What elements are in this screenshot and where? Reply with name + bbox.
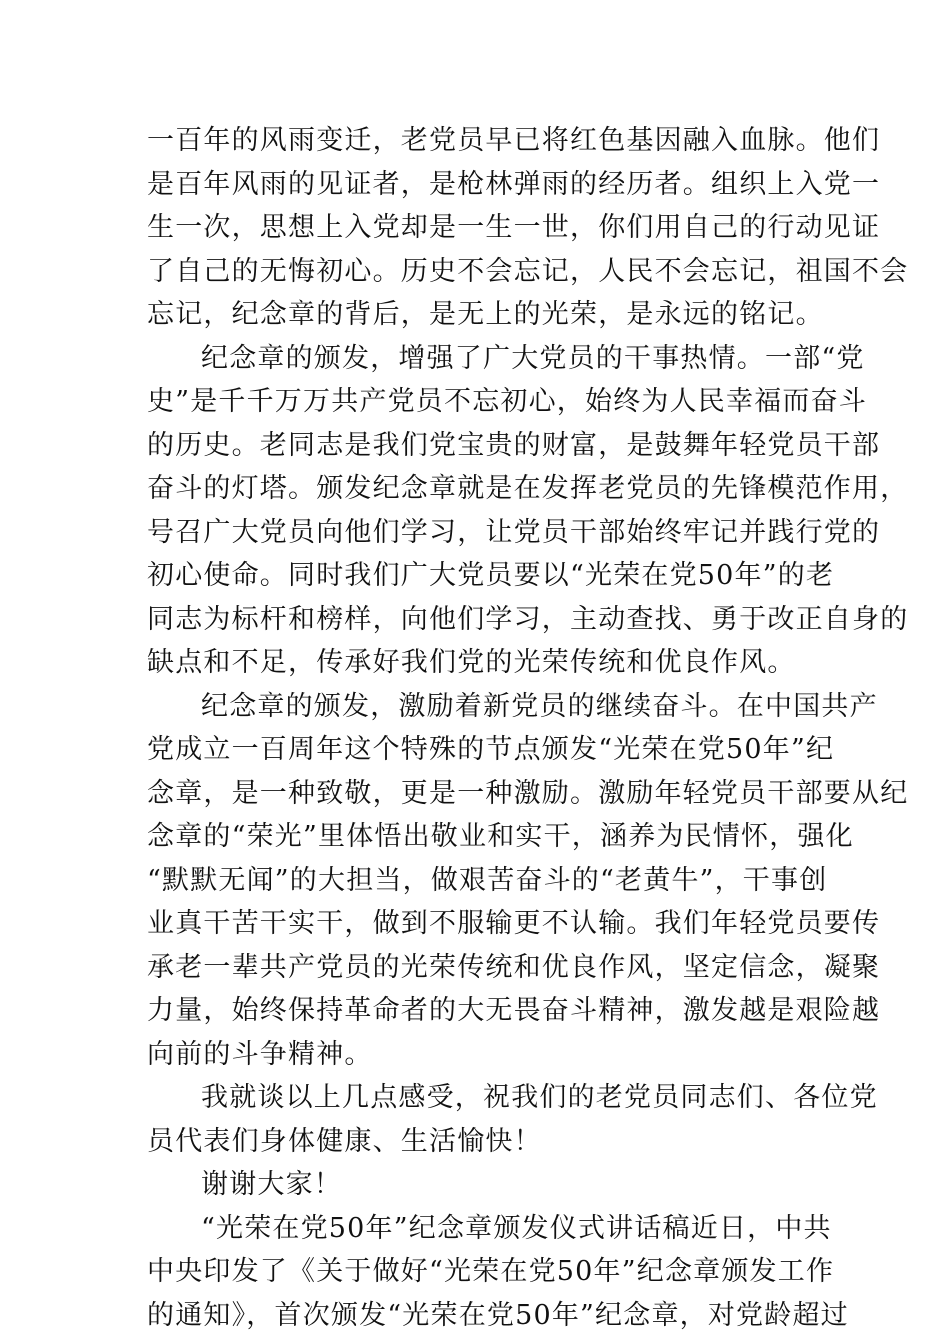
text-line: 我就谈以上几点感受，祝我们的老党员同志们、各位党 <box>201 1082 878 1113</box>
text-line: 了自己的无悔初心。历史不会忘记，人民不会忘记，祖国不会 <box>147 255 909 287</box>
text-line: 中央印发了《关于做好“光荣在党50年”纪念章颁发工作 <box>147 1256 835 1287</box>
text-line: 是百年风雨的见证者，是枪林弹雨的经历者。组织上入党一 <box>147 168 881 200</box>
text-line: 纪念章的颁发，激励着新党员的继续奋斗。在中国共产 <box>201 690 878 722</box>
text-line: “光荣在党50年”纪念章颁发仪式讲话稿近日，中共 <box>201 1212 832 1244</box>
text-line: 向前的斗争精神。 <box>147 1038 373 1070</box>
text-line: 缺点和不足，传承好我们党的光荣传统和优良作风。 <box>147 647 796 678</box>
text-line: 念章的“荣光”里体悟出敬业和实干，涵养为民情怀，强化 <box>147 821 854 852</box>
paragraph <box>147 337 909 685</box>
text-line: “默默无闻”的大担当，做艰苦奋斗的“老黄牛”，干事创 <box>147 864 828 896</box>
paragraph <box>147 1207 849 1338</box>
paragraph <box>147 685 909 1077</box>
body-text <box>147 119 909 1337</box>
text-line: 纪念章的颁发，增强了广大党员的干事热情。一部“党 <box>201 342 865 374</box>
text-line: 力量，始终保持革命者的大无畏奋斗精神，激发越是艰险越 <box>147 995 881 1026</box>
text-line: 初心使命。同时我们广大党员要以“光荣在党50年”的老 <box>147 560 835 591</box>
text-line: 奋斗的灯塔。颁发纪念章就是在发挥老党员的先锋模范作用， <box>147 473 909 504</box>
text-line: 的历史。老同志是我们党宝贵的财富，是鼓舞年轻党员干部 <box>147 429 881 461</box>
text-line: 员代表们身体健康、生活愉快！ <box>147 1125 542 1157</box>
text-line: 一百年的风雨变迁，老党员早已将红色基因融入血脉。他们 <box>147 125 881 156</box>
text-line: 同志为标杆和榜样，向他们学习，主动查找、勇于改正自身的 <box>147 603 909 635</box>
paragraph <box>147 1163 807 1207</box>
text-line: 承老一辈共产党员的光荣传统和优良作风，坚定信念，凝聚 <box>147 951 881 983</box>
text-line: 号召广大党员向他们学习，让党员干部始终牢记并践行党的 <box>147 516 881 548</box>
text-line: 谢谢大家！ <box>201 1169 342 1200</box>
text-line: 忘记，纪念章的背后，是无上的光荣，是永远的铭记。 <box>147 299 824 330</box>
text-line: 的通知》，首次颁发“光荣在党50年”纪念章，对党龄超过 <box>147 1299 849 1331</box>
text-line: 生一次，思想上入党却是一生一世，你们用自己的行动见证 <box>147 212 881 243</box>
text-line: 史”是千千万万共产党员不忘初心，始终为人民幸福而奋斗 <box>147 386 868 417</box>
paragraph <box>147 1076 878 1163</box>
text-line: 念章，是一种致敬，更是一种激励。激励年轻党员干部要从纪 <box>147 777 909 809</box>
text-line: 党成立一百周年这个特殊的节点颁发“光荣在党50年”纪 <box>147 734 835 765</box>
text-line: 业真干苦干实干，做到不服输更不认输。我们年轻党员要传 <box>147 908 881 939</box>
paragraph <box>147 119 909 337</box>
